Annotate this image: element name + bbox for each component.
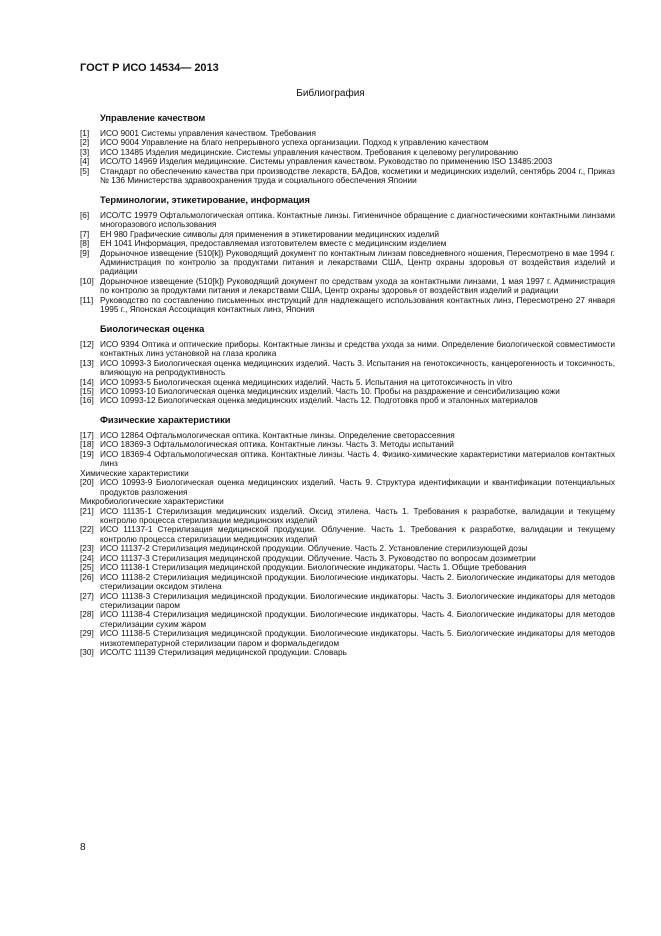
reference-number: [12]: [80, 338, 94, 349]
section-title: Терминологии, этикетирование, информация: [100, 194, 310, 205]
reference-text: ИСО 11137-1 Стерилизация медицинской продукции. Облучение. Часть 1. Требования к разработке, валидации и текущему контролю процесса стерилизации медицинских изделий: [100, 524, 615, 544]
reference-number: [21]: [80, 505, 94, 516]
reference-number: [2]: [80, 137, 90, 148]
reference-entry: [80, 629, 615, 648]
reference-number: [8]: [80, 238, 90, 249]
reference-number: [24]: [80, 552, 94, 563]
reference-number: [19]: [80, 448, 94, 459]
reference-text: ИСО 9004 Управление на благо непрерывного успеха организации. Подход к управлению качеством: [100, 137, 489, 148]
reference-text: ЕН 980 Графические символы для применения в этикетировании медицинских изделий: [100, 228, 440, 239]
reference-number: [26]: [80, 571, 94, 582]
reference-entry: [80, 359, 615, 378]
subsection-heading: Микробиологические характеристики: [80, 496, 224, 507]
reference-entry: [80, 573, 615, 592]
reference-number: [17]: [80, 429, 94, 440]
reference-text: ИСО 10993-3 Биологическая оценка медицинских изделий. Часть 3. Испытания на генотоксичность, канцерогенность и токсичность, влияющую на репродуктивность: [100, 357, 615, 378]
reference-number: [4]: [80, 156, 90, 167]
reference-text: ИСО 18369-3 Офтальмологическая оптика. Контактные линзы. Часть 3. Методы испытаний: [100, 439, 454, 450]
reference-number: [14]: [80, 376, 94, 387]
reference-number: [25]: [80, 562, 94, 573]
reference-text: ИСО 11137-3 Стерилизация медицинской продукции. Облучение. Часть 3. Руководство по вопросам дозиметрии: [100, 552, 536, 563]
bibliography-section: [80, 112, 615, 186]
reference-text: ИСО 11138-3 Стерилизация медицинской продукции. Биологические индикаторы. Часть 3. Биологические индикаторы для методов стерилизации паром: [100, 590, 615, 611]
reference-text: ИСО 11138-5 Стерилизация медицинской продукции. Биологические индикаторы. Часть 5. Биологические индикаторы для методов низкотемпературной стерилизации паром и формальдегидом: [100, 628, 615, 648]
reference-text: ИСО 9001 Системы управления качеством. Требования: [100, 128, 317, 138]
reference-text: Стандарт по обеспечению качества при производстве лекарств, БАДов, косметики и медицинских изделий, сентябрь 2004 г., Приказ № 136 Министерства здравоохранения труда и социального обеспечения Японии: [100, 165, 615, 186]
reference-entry: [80, 211, 615, 230]
reference-number: [6]: [80, 209, 90, 220]
bibliography-title: Библиография: [296, 88, 365, 99]
bibliography-section: [80, 194, 615, 315]
reference-text: ИСО/ТС 19979 Офтальмологическая оптика. Контактные линзы. Гигиеничное обращение с диагностическими контактными линзами многоразового использования: [100, 209, 615, 230]
reference-entry: [80, 450, 615, 469]
reference-number: [10]: [80, 275, 94, 286]
reference-text: ИСО 18369-4 Офтальмологическая оптика. Контактные линзы. Часть 4. Физико-химические характеристики материалов контактных линз: [100, 448, 615, 469]
reference-entry: [80, 478, 615, 497]
reference-entry: [80, 396, 615, 405]
reference-text: ИСО 10993-10 Биологическая оценка медицинских изделий. Часть 10. Пробы на раздражение и сенсибилизацию кожи: [100, 385, 560, 396]
document-header: ГОСТ Р ИСО 14534— 2013: [80, 62, 219, 74]
reference-entry: [80, 249, 615, 277]
reference-number: [13]: [80, 357, 94, 368]
page-number: 8: [80, 842, 86, 853]
reference-text: ИСО/ТС 11139 Стерилизация медицинской продукции. Словарь: [100, 647, 347, 658]
reference-text: ИСО 10993-12 Биологическая оценка медицинских изделий. Часть 12. Подготовка проб и эталонных материалов: [100, 395, 538, 406]
section-title: Физические характеристики: [100, 414, 231, 425]
reference-number: [16]: [80, 395, 94, 406]
reference-entry: [80, 525, 615, 544]
reference-number: [11]: [80, 294, 94, 305]
reference-text: ИСО 11138-2 Стерилизация медицинской продукции. Биологические индикаторы. Часть 2. Биологические индикаторы для методов стерилизации оксидом этилена: [100, 571, 615, 592]
reference-text: ИСО 13485 Изделия медицинские. Системы управления качеством. Требования к целевому регулированию: [100, 146, 519, 157]
reference-number: [23]: [80, 543, 94, 554]
reference-entry: [80, 340, 615, 359]
reference-text: ИСО 10993-5 Биологическая оценка медицинских изделий. Часть 5. Испытания на цитотоксичность in vitro: [100, 376, 513, 387]
reference-number: [1]: [80, 128, 90, 138]
subsection-heading: Химические характеристики: [80, 467, 189, 478]
bibliography-content: [80, 112, 615, 658]
reference-text: ИСО 11138-1 Стерилизация медицинской продукции. Биологические индикаторы. Часть 1. Общие требования: [100, 562, 527, 573]
reference-text: ИСО/ТО 14969 Изделия медицинские. Системы управления качеством. Руководство по применению ISO 13485:2003: [100, 156, 553, 167]
reference-text: ИСО 10993-9 Биологическая оценка медицинских изделий. Часть 9. Структура идентификации и квантификации потенциальных продуктов разложения: [100, 477, 615, 497]
section-title: Биологическая оценка: [100, 323, 205, 334]
bibliography-section: [80, 323, 615, 406]
reference-entry: [80, 277, 615, 296]
reference-number: [3]: [80, 146, 90, 157]
reference-number: [30]: [80, 647, 94, 658]
reference-text: Дорыночное извещение (510[k]) Руководящий документ по средствам ухода за контактными линзами, 1 мая 1997 г. Администрация по контролю за продуктами питания и лекарствами США, Центр охраны здоровья от воздействия изделий и радиации: [100, 275, 615, 296]
reference-text: Руководство по составлению письменных инструкций для надлежащего использования контактных линз, Пересмотрено 27 января 1995 г., Японская Ассоциация контактных линз, Япония: [100, 294, 615, 315]
reference-number: [9]: [80, 247, 90, 258]
reference-entry: [80, 648, 615, 657]
reference-number: [7]: [80, 228, 90, 239]
reference-number: [29]: [80, 628, 94, 639]
reference-number: [22]: [80, 524, 94, 535]
reference-text: ЕН 1041 Информация, предоставляемая изготовителем вместе с медицинским изделием: [100, 238, 447, 249]
reference-entry: [80, 167, 615, 186]
reference-text: ИСО 11137-2 Стерилизация медицинской продукции. Облучение. Часть 2. Установление стерилизующей дозы: [100, 543, 528, 554]
reference-number: [28]: [80, 609, 94, 620]
reference-number: [18]: [80, 439, 94, 450]
section-title: Управление качеством: [100, 113, 206, 123]
reference-number: [20]: [80, 477, 94, 488]
reference-text: ИСО 11138-4 Стерилизация медицинской продукции. Биологические индикаторы. Часть 4. Биологические индикаторы для методов стерилизации сухим жаром: [100, 609, 615, 629]
reference-entry: [80, 296, 615, 315]
reference-entry: [80, 610, 615, 629]
bibliography-section: [80, 414, 615, 658]
reference-text: ИСО 11135-1 Стерилизация медицинских изделий. Оксид этилена. Часть 1. Требования к разработке, валидации и текущему контролю процесса стерилизации медицинских изделий: [100, 505, 615, 525]
reference-text: Дорыночное извещение (510[k]) Руководящий документ по контактным линзам повседневного ношения, Пересмотрено в мае 1994 г. Администрация по контролю за продуктами питания и лекарствами США, Центр охраны здоровья от воздействия изделий и радиации: [100, 247, 615, 277]
reference-entry: [80, 507, 615, 526]
reference-number: [15]: [80, 385, 94, 396]
reference-entry: [80, 592, 615, 611]
reference-number: [5]: [80, 165, 90, 176]
reference-number: [27]: [80, 590, 94, 601]
reference-text: ИСО 9394 Оптика и оптические приборы. Контактные линзы и средства ухода за ними. Определение биологической совместимости контактных линз установкой на глаза кролика: [100, 338, 615, 359]
reference-text: ИСО 12864 Офтальмологическая оптика. Контактные линзы. Определение светорассеяния: [100, 429, 455, 440]
